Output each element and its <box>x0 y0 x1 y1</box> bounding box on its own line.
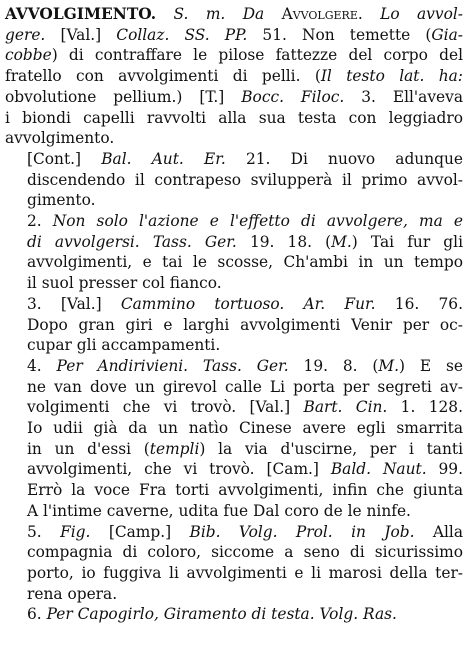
text-run: 2. <box>27 212 53 231</box>
text-line <box>5 604 463 625</box>
text-run: Alla <box>414 522 464 541</box>
text-run: Non solo l'azione e l'effetto di avvolgere, ma e <box>52 212 464 231</box>
text-line <box>5 501 463 522</box>
text-line <box>5 45 463 66</box>
text-run: 6. <box>27 605 47 624</box>
text-line <box>5 108 463 129</box>
text-run: compagnia di coloro, siccome a seno di sicurissimo <box>27 543 463 562</box>
text-run: ) Tai fur gli <box>351 232 463 251</box>
sense-2 <box>5 211 463 294</box>
text-run: rena opera. <box>27 584 118 603</box>
text-line <box>5 170 463 191</box>
sense-6 <box>5 604 463 625</box>
sense-4 <box>5 356 463 522</box>
text-run: obvolutione pellium. <box>5 87 177 106</box>
text-run: Collaz. SS. PP. <box>116 25 248 44</box>
text-line <box>5 459 463 480</box>
text-line <box>5 232 463 253</box>
text-run: ) E se <box>399 356 463 375</box>
text-run: cupar gli accampamenti. <box>27 336 221 355</box>
text-line <box>5 377 463 398</box>
text-run: 3. Ell'aveva <box>344 87 464 106</box>
text-run: Avvolgere <box>281 5 358 23</box>
text-run: di avvolgersi. <box>27 232 140 251</box>
text-line <box>5 128 463 149</box>
text-run: Tass. Ger. <box>202 356 289 375</box>
text-run <box>140 233 153 251</box>
text-line <box>5 563 463 584</box>
text-run: gere. <box>5 25 46 44</box>
text-line <box>5 87 463 108</box>
text-line <box>5 315 463 336</box>
text-run: cobbe <box>5 46 52 65</box>
text-run: avvolgimento. <box>5 129 115 148</box>
text-run: Tass. Ger. <box>152 232 237 251</box>
text-run <box>156 5 173 23</box>
text-line <box>5 273 463 294</box>
text-run: templi <box>149 439 200 458</box>
text-run: fratello con avvolgimenti di pelli. ( <box>5 67 321 86</box>
text-run: discendendo il contrapeso svilupperà il primo avvol- <box>27 170 463 189</box>
text-run: volgimenti che vi trovò. [Val.] <box>27 398 304 417</box>
text-run: ) [T.] <box>176 87 242 106</box>
text-run: Per Andirivieni. <box>56 356 189 375</box>
text-run: 21. Di nuovo adunque <box>225 149 463 168</box>
text-run: Errò la voce Fra torti avvolgimenti, infin che giunta <box>27 481 463 500</box>
text-run: ne van dove un girevol calle Li porta per segreti av- <box>27 377 463 396</box>
text-line <box>5 149 463 170</box>
text-run: avvolgimenti, che vi trovò. [Cam.] <box>27 460 331 479</box>
text-run: Per Capogirlo, Giramento di testa. Volg. Ras. <box>46 605 397 624</box>
text-run: Dopo gran giri e larghi avvolgimenti Venir per oc- <box>27 315 463 334</box>
text-run: 19. 8. ( <box>288 356 379 375</box>
text-run: Cammino tortuoso. <box>120 294 285 313</box>
text-run: [Val.] <box>45 25 117 44</box>
text-line <box>5 294 463 315</box>
text-run <box>284 295 303 313</box>
text-run: 5. <box>27 522 61 541</box>
sense-3 <box>5 294 463 356</box>
text-run: Bal. Aut. Er. <box>101 149 226 168</box>
text-run: in un d'essi ( <box>27 439 150 458</box>
text-line <box>5 584 463 605</box>
text-run: 1. 128. <box>387 398 463 417</box>
text-line <box>5 252 463 273</box>
text-run: 16. 76. <box>375 294 463 313</box>
text-run <box>188 357 203 375</box>
text-line <box>5 480 463 501</box>
entry-continuation <box>5 149 463 211</box>
text-line <box>5 25 463 46</box>
text-run: Bald. Naut. <box>330 460 427 479</box>
text-run: Bib. Volg. Prol. in Job. <box>189 522 415 541</box>
text-run: ) la via d'uscirne, per i tanti <box>199 439 463 458</box>
text-run: 19. 18. ( <box>236 232 332 251</box>
text-line <box>5 4 463 25</box>
text-run: AVVOLGIMENTO. <box>5 5 157 23</box>
text-line <box>5 211 463 232</box>
text-run: Gia- <box>431 25 463 44</box>
entry-definition <box>5 4 463 149</box>
text-run: 3. [Val.] <box>27 294 121 313</box>
text-run: . <box>357 5 381 23</box>
text-run: [Camp.] <box>90 522 190 541</box>
text-line <box>5 335 463 356</box>
text-line <box>5 439 463 460</box>
text-run: S. m. Da <box>173 5 282 23</box>
text-run: Il testo lat. ha: <box>320 67 463 86</box>
text-run: avvolgimenti, e tai le scosse, Ch'ambi in un tempo <box>27 253 463 272</box>
text-run: Fig. <box>60 522 91 541</box>
sense-5 <box>5 522 463 605</box>
text-line <box>5 522 463 543</box>
text-run: Bart. Cin. <box>303 398 388 417</box>
text-run: M. <box>331 232 352 251</box>
text-run: Bocc. Filoc. <box>241 87 345 106</box>
text-run: porto, io fuggiva li avvolgimenti e li marosi della ter- <box>27 563 463 582</box>
text-run: il suol presser col fianco. <box>27 274 222 293</box>
text-line <box>5 66 463 87</box>
text-line <box>5 542 463 563</box>
text-run: Ar. Fur. <box>303 294 376 313</box>
text-run: [Cont.] <box>27 149 102 168</box>
text-run: M. <box>378 356 400 375</box>
text-run: i biondi capelli ravvolti alla sua testa con leggiadro <box>5 108 463 127</box>
text-run: ) di contraffare le pilose fattezze del corpo del <box>51 46 463 65</box>
text-run: 99. <box>426 460 463 479</box>
text-line <box>5 190 463 211</box>
text-line <box>5 418 463 439</box>
text-run: gimento. <box>27 191 96 210</box>
text-run: Lo avvol- <box>380 5 463 23</box>
text-run: 51. Non temette ( <box>247 25 432 44</box>
text-line <box>5 356 463 377</box>
text-run: A l'intime caverne, udita fue Dal coro de le ninfe. <box>27 501 411 520</box>
text-run: 4. <box>27 356 57 375</box>
text-line <box>5 397 463 418</box>
dictionary-entry <box>5 4 463 625</box>
text-run: Io udii già da un natìo Cinese avere egli smarrita <box>27 419 463 438</box>
